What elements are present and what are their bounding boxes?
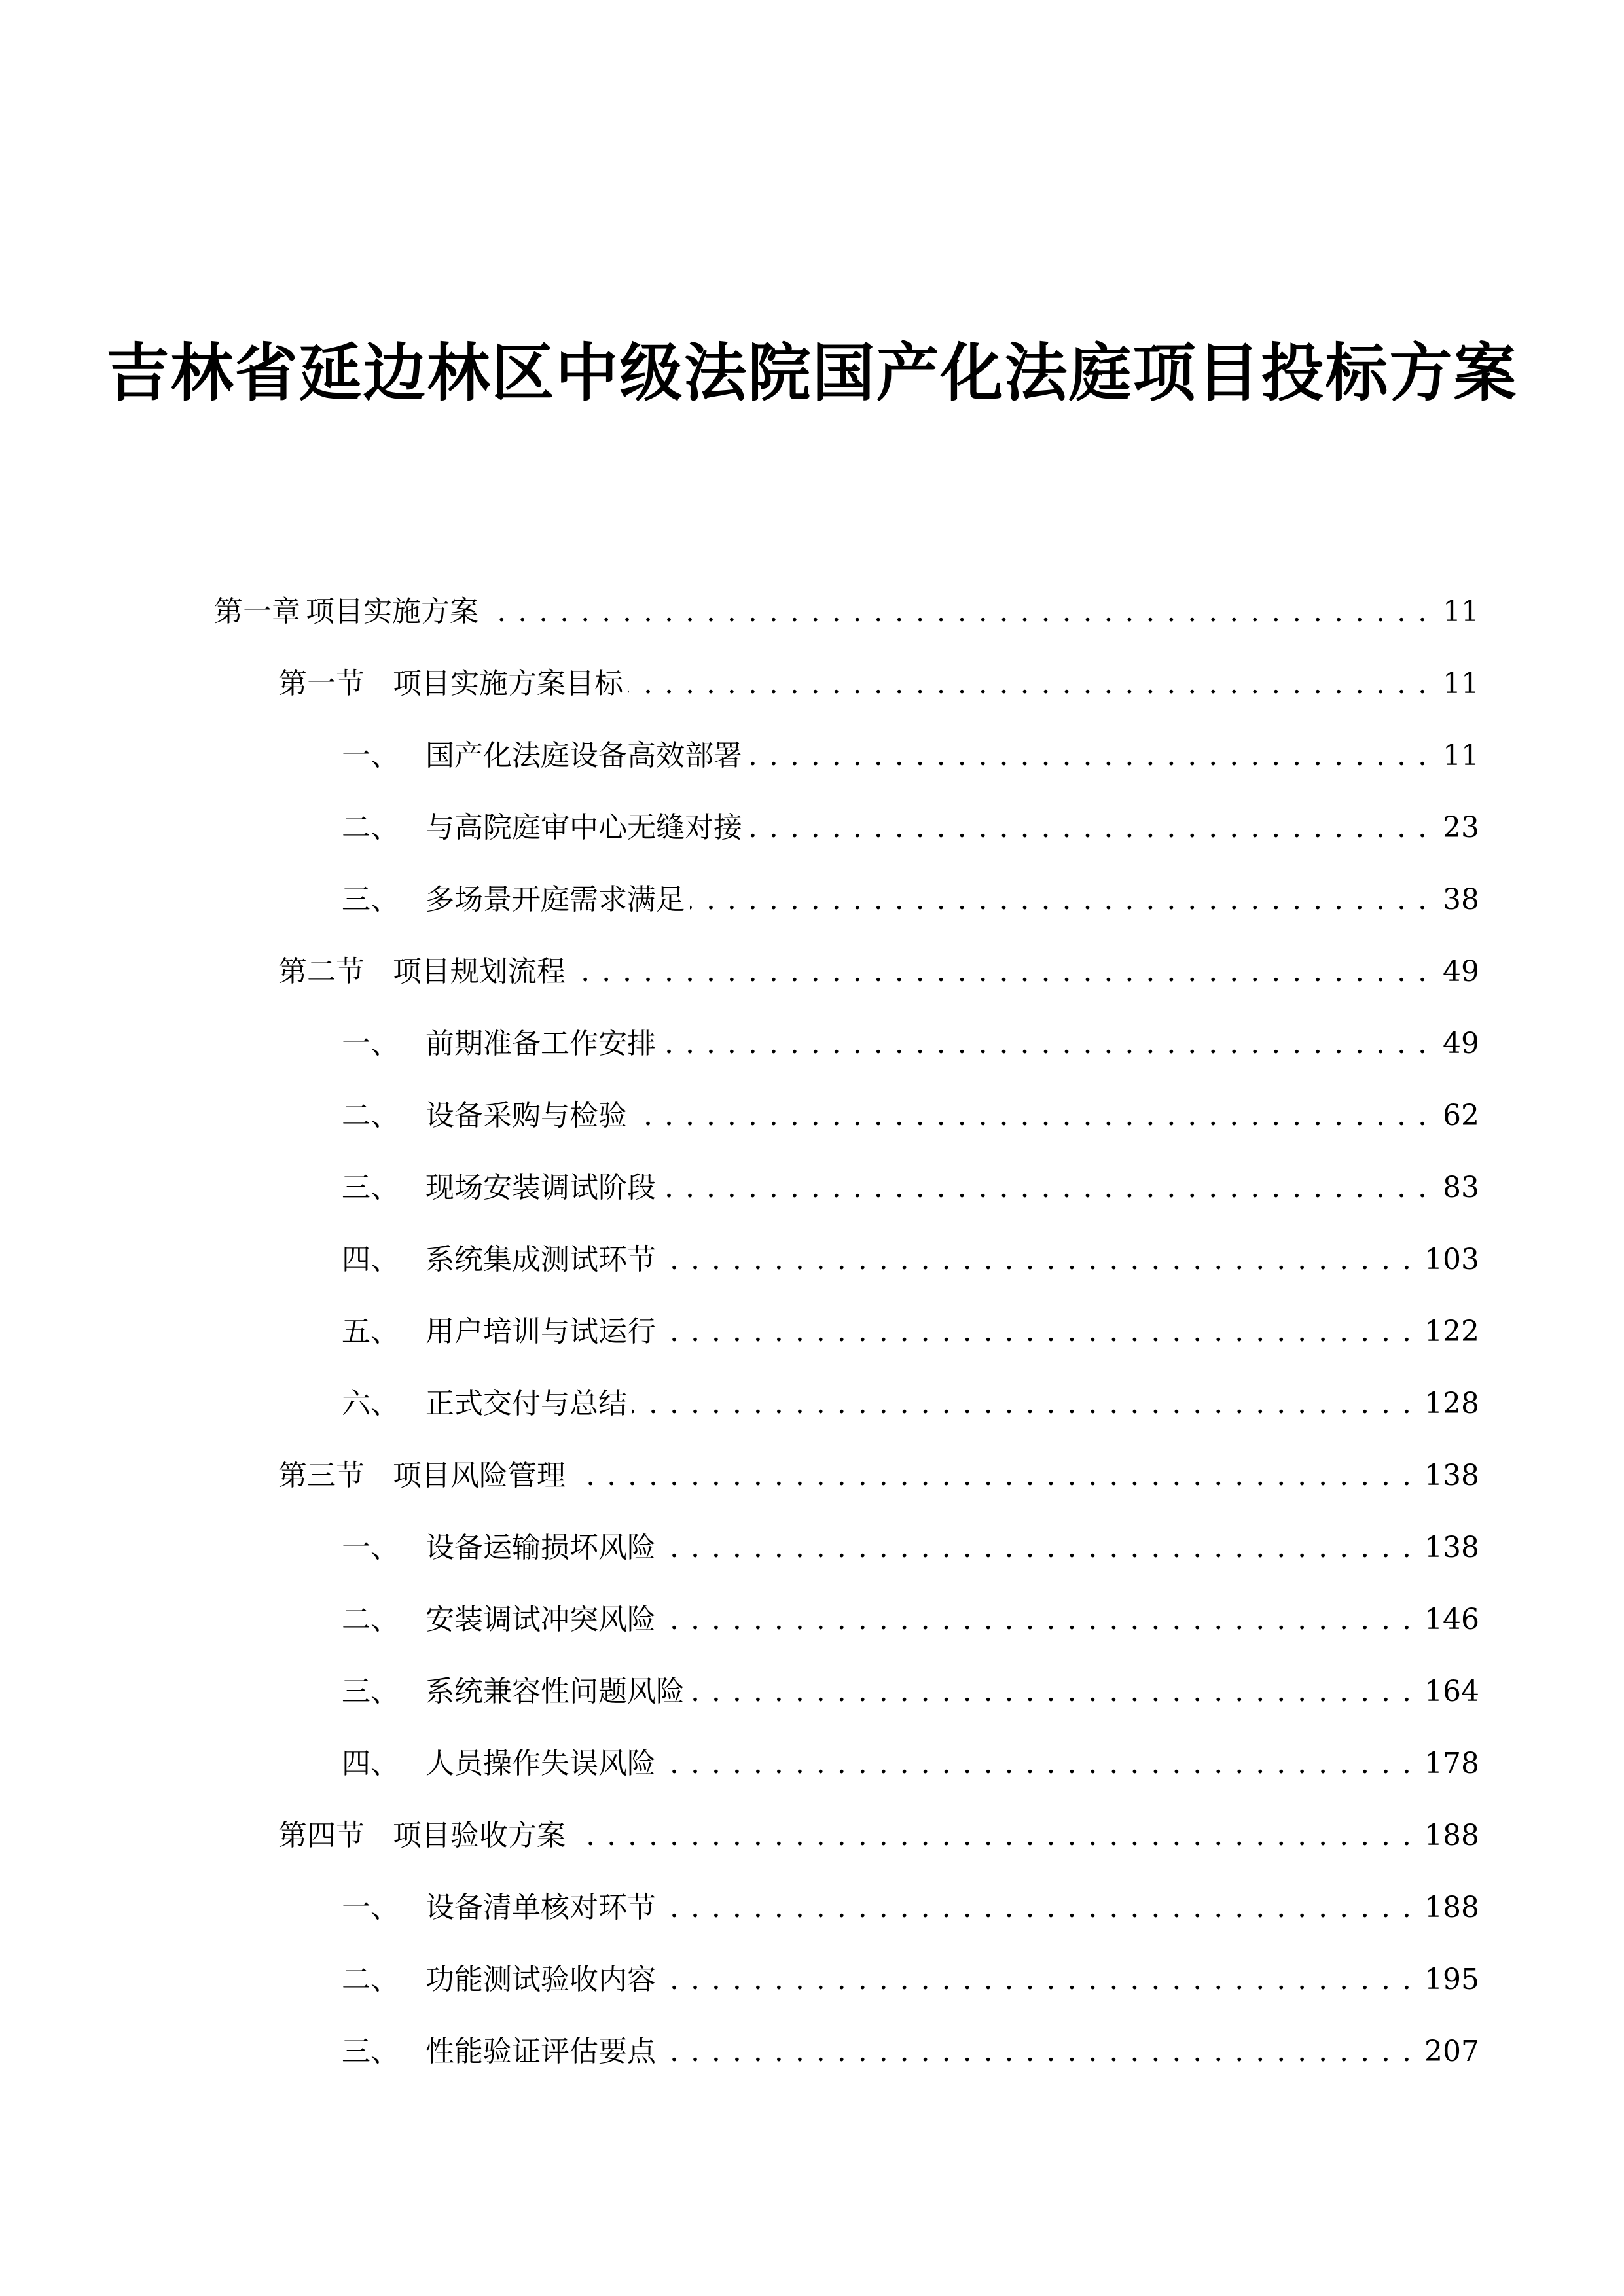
toc-entry-title: 前期准备工作安排 <box>425 1027 656 1060</box>
toc-entry-title: 系统兼容性问题风险 <box>425 1675 685 1708</box>
toc-entry-title: 设备运输损坏风险 <box>425 1531 656 1564</box>
toc-entry-number: 第四节 <box>278 1819 365 1852</box>
toc-entry[interactable] <box>342 1512 1479 1584</box>
toc-entry-number: 二、 <box>342 811 399 844</box>
toc-entry-number: 二、 <box>342 1963 399 1996</box>
document-title: 吉林省延边林区中级法院国产化法庭项目投标方案 <box>106 336 1518 410</box>
toc-entry-title: 项目实施方案 <box>306 595 478 628</box>
toc-entry[interactable] <box>278 1800 1479 1872</box>
toc-dot-leader <box>661 1888 1413 1928</box>
toc-entry[interactable] <box>342 1224 1479 1296</box>
toc-entry-number: 一、 <box>342 1027 399 1060</box>
toc-entry-number: 四、 <box>342 1243 399 1276</box>
toc-entry[interactable] <box>278 936 1479 1008</box>
toc-entry[interactable] <box>342 864 1479 936</box>
toc-page-number: 195 <box>1424 1963 1479 1996</box>
toc-entry-number: 第一节 <box>278 667 365 700</box>
toc-entry[interactable] <box>342 1080 1479 1152</box>
toc-dot-leader <box>571 1816 1413 1856</box>
toc-entry[interactable] <box>342 1008 1479 1080</box>
toc-dot-leader <box>661 1240 1413 1280</box>
toc-page-number: 11 <box>1443 667 1479 700</box>
toc-dot-leader <box>571 1456 1413 1496</box>
toc-entry-title: 功能测试验收内容 <box>425 1963 656 1996</box>
toc-page-number: 128 <box>1424 1387 1479 1420</box>
toc-entry-number: 第二节 <box>278 955 365 988</box>
toc-dot-leader <box>661 1312 1413 1352</box>
toc-entry[interactable] <box>342 1872 1479 1944</box>
toc-entry[interactable] <box>278 648 1479 720</box>
toc-page-number: 207 <box>1424 2035 1479 2068</box>
toc-entry-number: 三、 <box>342 1675 399 1708</box>
toc-entry-title: 现场安装调试阶段 <box>425 1171 656 1204</box>
toc-dot-leader <box>661 1024 1428 1064</box>
toc-page-number: 103 <box>1424 1243 1479 1276</box>
toc-entry-number: 二、 <box>342 1603 399 1636</box>
toc-entry-title: 多场景开庭需求满足 <box>425 883 685 916</box>
toc-dot-leader <box>661 1960 1413 2000</box>
toc-page-number: 164 <box>1424 1675 1479 1708</box>
toc-page-number: 122 <box>1424 1315 1479 1348</box>
toc-dot-leader <box>661 1744 1413 1784</box>
toc-dot-leader <box>632 1096 1428 1136</box>
toc-page-number: 138 <box>1424 1459 1479 1492</box>
toc-dot-leader <box>571 952 1428 992</box>
toc-dot-leader <box>628 664 1428 704</box>
toc-entry[interactable] <box>342 1944 1479 2016</box>
toc-entry-title: 人员操作失误风险 <box>425 1747 656 1780</box>
toc-entry-number: 一、 <box>342 1531 399 1564</box>
toc-page-number: 49 <box>1443 955 1479 988</box>
toc-entry-title: 项目风险管理 <box>393 1459 566 1492</box>
toc-entry-number: 三、 <box>342 2035 399 2068</box>
toc-entry[interactable] <box>342 720 1479 792</box>
toc-dot-leader <box>748 808 1428 848</box>
toc-entry-number: 六、 <box>342 1387 399 1420</box>
toc-entry-title: 设备采购与检验 <box>425 1099 627 1132</box>
toc-page-number: 38 <box>1443 883 1479 916</box>
toc-page-number: 178 <box>1424 1747 1479 1780</box>
toc-entry[interactable] <box>342 2016 1479 2088</box>
toc-entry-title: 设备清单核对环节 <box>425 1891 656 1924</box>
toc-page-number: 49 <box>1443 1027 1479 1060</box>
toc-page-number: 188 <box>1424 1891 1479 1924</box>
toc-entry-title: 国产化法庭设备高效部署 <box>425 739 742 772</box>
toc-entry[interactable] <box>342 1728 1479 1800</box>
toc-dot-leader <box>632 1384 1413 1424</box>
toc-entry-number: 一、 <box>342 739 399 772</box>
toc-entry-title: 用户培训与试运行 <box>425 1315 656 1348</box>
toc-page-number: 146 <box>1424 1603 1479 1636</box>
toc-entry-number: 五、 <box>342 1315 399 1348</box>
toc-entry[interactable] <box>342 792 1479 864</box>
toc-entry[interactable] <box>214 576 1479 648</box>
toc-entry-title: 安装调试冲突风险 <box>425 1603 656 1636</box>
toc-dot-leader <box>661 2032 1413 2072</box>
toc-entry-title: 性能验证评估要点 <box>425 2035 656 2068</box>
toc-entry-number: 第一章 <box>214 595 300 628</box>
toc-entry-number: 三、 <box>342 883 399 916</box>
toc-entry-title: 项目实施方案目标 <box>393 667 623 700</box>
toc-entry[interactable] <box>342 1296 1479 1368</box>
toc-entry-title: 正式交付与总结 <box>425 1387 627 1420</box>
toc-entry-number: 第三节 <box>278 1459 365 1492</box>
toc-dot-leader <box>690 1672 1413 1712</box>
toc-page-number: 11 <box>1443 595 1479 628</box>
toc-dot-leader <box>484 592 1428 632</box>
toc-page-number: 83 <box>1443 1171 1479 1204</box>
toc-dot-leader <box>690 880 1428 920</box>
toc-entry[interactable] <box>342 1584 1479 1656</box>
toc-entry[interactable] <box>342 1656 1479 1728</box>
toc-entry-number: 一、 <box>342 1891 399 1924</box>
toc-entry-number: 三、 <box>342 1171 399 1204</box>
toc-page-number: 138 <box>1424 1531 1479 1564</box>
toc-entry-title: 项目验收方案 <box>393 1819 566 1852</box>
toc-page-number: 188 <box>1424 1819 1479 1852</box>
toc-entry-number: 二、 <box>342 1099 399 1132</box>
toc-dot-leader <box>661 1528 1413 1568</box>
toc-entry-number: 四、 <box>342 1747 399 1780</box>
toc-dot-leader <box>661 1168 1428 1208</box>
toc-entry-title: 项目规划流程 <box>393 955 566 988</box>
toc-dot-leader <box>661 1600 1413 1640</box>
toc-entry[interactable] <box>342 1368 1479 1440</box>
toc-entry[interactable] <box>342 1152 1479 1224</box>
toc-entry-title: 系统集成测试环节 <box>425 1243 656 1276</box>
toc-page-number: 23 <box>1443 811 1479 844</box>
toc-entry-title: 与高院庭审中心无缝对接 <box>425 811 742 844</box>
toc-page-number: 62 <box>1443 1099 1479 1132</box>
toc-page-number: 11 <box>1443 739 1479 772</box>
toc-entry[interactable] <box>278 1440 1479 1512</box>
toc-dot-leader <box>748 736 1428 776</box>
